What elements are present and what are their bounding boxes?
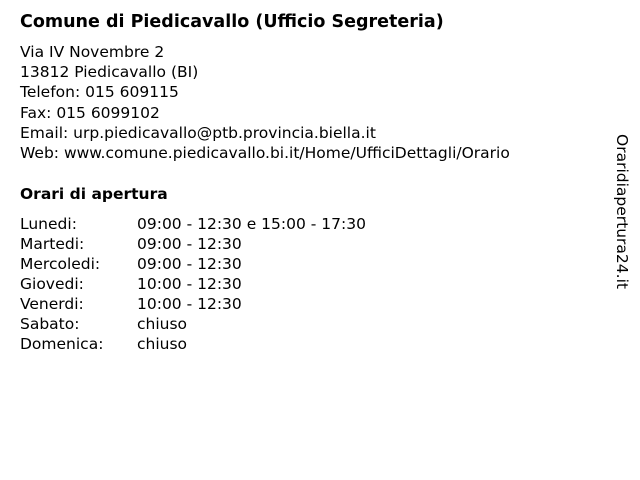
phone-number: Telefon: 015 609115 — [20, 83, 179, 102]
hours-row-friday — [20, 294, 366, 314]
hours-row-monday — [20, 214, 366, 234]
hours-row-tuesday — [20, 234, 366, 254]
hours-row-sunday — [20, 334, 366, 354]
day-label: Sabato: — [20, 315, 80, 334]
office-card — [20, 10, 600, 354]
day-label: Domenica: — [20, 335, 104, 354]
hours-row-saturday — [20, 314, 366, 334]
hours-row-thursday — [20, 274, 366, 294]
time-value: 09:00 - 12:30 — [137, 255, 242, 274]
time-value: chiuso — [137, 315, 188, 334]
fax-number: Fax: 015 6099102 — [20, 103, 160, 122]
brand-watermark: Oraridiapertura24.it — [613, 134, 631, 289]
page-title: Comune di Piedicavallo (Ufficio Segreteria) — [20, 12, 444, 32]
hours-table — [20, 214, 366, 354]
time-value: 10:00 - 12:30 — [137, 275, 242, 294]
contact-block — [20, 42, 600, 163]
day-label: Lunedi: — [20, 215, 77, 234]
time-value: chiuso — [137, 335, 188, 354]
address-street: Via IV Novembre 2 — [20, 43, 165, 61]
time-value: 09:00 - 12:30 e 15:00 - 17:30 — [137, 215, 366, 234]
time-value: 09:00 - 12:30 — [137, 235, 242, 254]
email-address: Email: urp.piedicavallo@ptb.provincia.biella.it — [20, 123, 376, 142]
day-label: Martedi: — [20, 235, 85, 254]
website-url: Web: www.comune.piedicavallo.bi.it/Home/UfficiDettagli/Orario — [20, 144, 510, 163]
day-label: Giovedi: — [20, 275, 84, 294]
day-label: Mercoledi: — [20, 255, 101, 274]
hours-heading: Orari di apertura — [20, 185, 168, 204]
day-label: Venerdi: — [20, 295, 84, 314]
hours-row-wednesday — [20, 254, 366, 274]
address-city: 13812 Piedicavallo (BI) — [20, 63, 199, 82]
time-value: 10:00 - 12:30 — [137, 295, 242, 314]
